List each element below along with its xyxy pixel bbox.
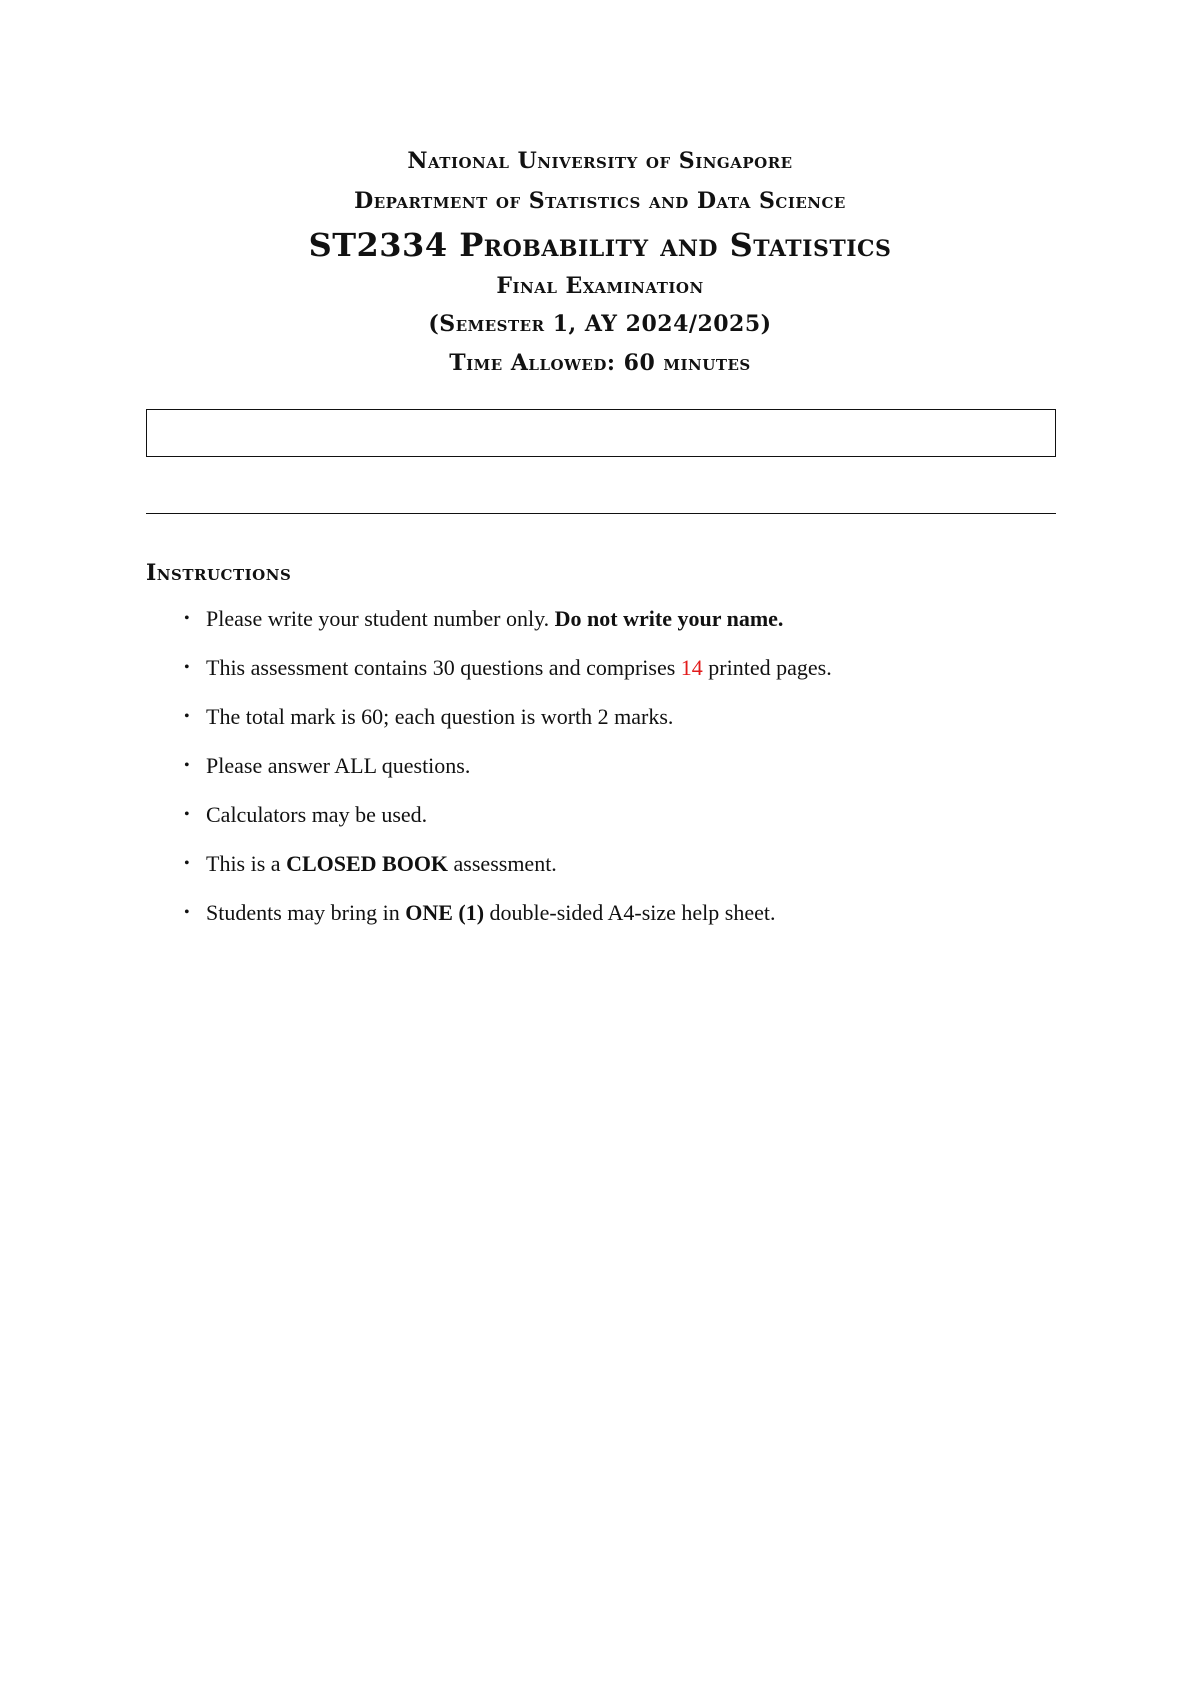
- page-count: 14: [680, 655, 703, 680]
- instruction-item: • This is a CLOSED BOOK assessment.: [184, 851, 557, 876]
- instruction-item: • Please answer ALL questions.: [184, 753, 471, 778]
- semester-line: (Semester 1, AY 2024/2025): [428, 311, 772, 337]
- instruction-item: • Students may bring in ONE (1) double-sided A4-size help sheet.: [184, 900, 776, 925]
- instruction-item: • Calculators may be used.: [184, 802, 428, 827]
- instruction-item: • This assessment contains 30 questions and comprises 14 printed pages.: [184, 655, 832, 680]
- department-name: Department of Statistics and Data Science: [354, 188, 846, 214]
- university-name: National University of Singapore: [407, 148, 793, 174]
- time-allowed: Time Allowed: 60 minutes: [449, 350, 751, 376]
- bullet-icon: •: [184, 855, 190, 872]
- bullet-icon: •: [184, 806, 190, 823]
- course-title-line: [0, 226, 1200, 264]
- instruction-item: • Please write your student number only. Do not write your name.: [184, 606, 784, 631]
- course-code: ST2334: [308, 226, 448, 264]
- course-title: Probability and Statistics: [459, 226, 892, 264]
- bullet-icon: •: [184, 708, 190, 725]
- exam-type: Final Examination: [496, 273, 704, 299]
- divider-rule: [146, 513, 1056, 514]
- student-number-box[interactable]: [146, 409, 1056, 457]
- instructions-heading: Instructions: [146, 560, 292, 586]
- instruction-item: • The total mark is 60; each question is worth 2 marks.: [184, 704, 674, 729]
- bullet-icon: •: [184, 757, 190, 774]
- bullet-icon: •: [184, 659, 190, 676]
- bullet-icon: •: [184, 904, 190, 921]
- bullet-icon: •: [184, 610, 190, 627]
- instructions-list: [184, 606, 832, 949]
